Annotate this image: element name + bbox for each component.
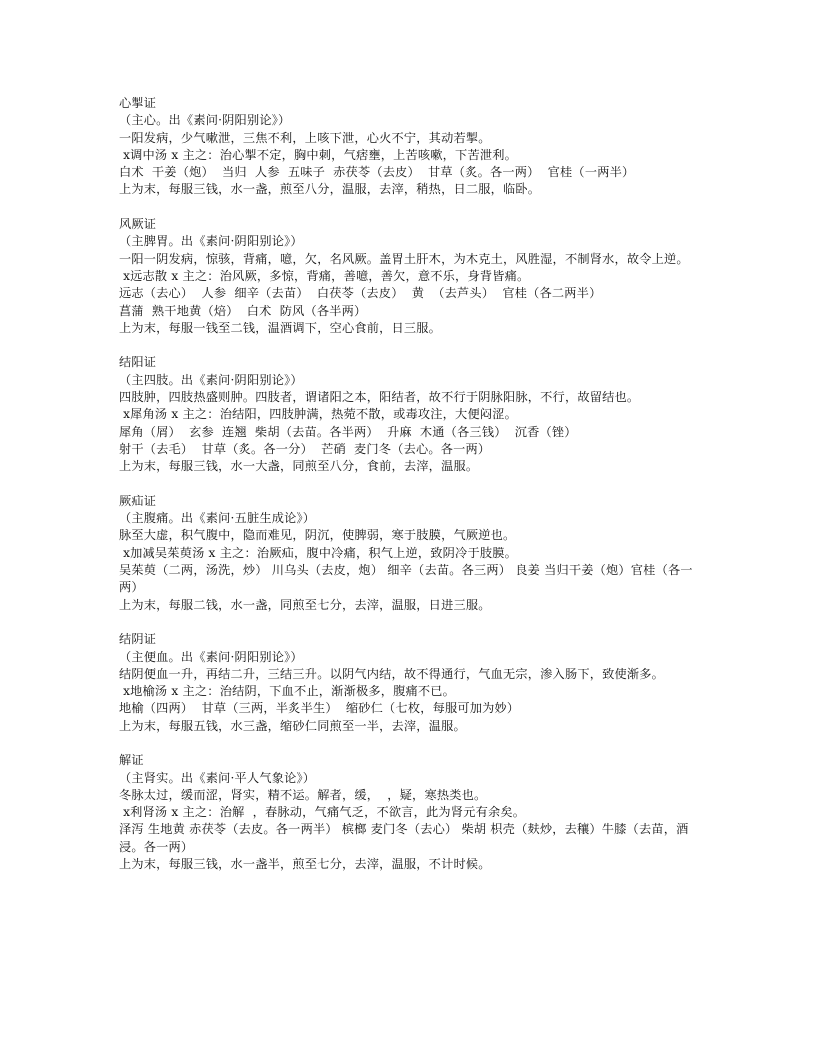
ingredient-list: 射干（去毛） 甘草（炙。各一分） 芒硝 麦门冬（去心。各一两） <box>119 441 491 456</box>
section-title: 风厥证 <box>119 217 157 232</box>
formula-indication: x犀角汤 x 主之：治结阳，四肢肿满，热菀不散，或毒攻注，大便闷涩。 <box>119 407 517 422</box>
dosage-instruction: 上为末，每服二钱，水一盏，同煎至七分，去滓，温服，日进三服。 <box>119 597 491 612</box>
ingredient-list: 泽泻 生地黄 赤茯苓（去皮。各一两半） 槟榔 麦门冬（去心） 柴胡 枳壳（麸炒，去穰）牛膝（去苗，酒浸。各一两） <box>119 822 689 854</box>
dosage-instruction: 上为末，每服三钱，水一大盏，同煎至八分，食前，去滓，温服。 <box>119 459 479 474</box>
symptom-text: 一阳一阴发病，惊骇，背痛，噫，欠，名风厥。盖胃土肝木，为木克土，风胜湿，不制肾水，故令上逆。 <box>119 251 689 266</box>
formula-indication: x加减吴茱萸汤 x 主之：治厥疝，腹中冷痛，积气上逆，致阴冷于肢膜。 <box>119 545 517 560</box>
section-title: 结阴证 <box>119 632 157 647</box>
document-body <box>119 95 709 891</box>
section-fengjue <box>119 216 709 337</box>
source-note: （主四肢。出《素问·阴阳别论》） <box>119 372 303 387</box>
ingredient-list: 犀角（屑） 玄参 连翘 柴胡（去苗。各半两） 升麻 木通（各三钱） 沉香（锉） <box>119 424 577 439</box>
ingredient-list: 吴茱萸（二两，汤洗，炒） 川乌头（去皮，炮） 细辛（去苗。各三两） 良姜 当归干姜（炮）官桂（各一两） <box>119 563 693 595</box>
section-jieyin <box>119 631 709 735</box>
ingredient-list: 白术 干姜（炮） 当归 人参 五味子 赤茯苓（去皮） 甘草（炙。各一两） 官桂（一两半） <box>119 165 635 180</box>
formula-indication: x地榆汤 x 主之：治结阴，下血不止，渐渐极多，腹痛不已。 <box>119 684 456 699</box>
symptom-text: 一阳发病，少气嗽泄，三焦不利，上咳下泄，心火不宁，其动若掣。 <box>119 130 491 145</box>
symptom-text: 脉至大虚，积气腹中，隐而难见，阴沉，使脾弱，寒于肢膜，气厥逆也。 <box>119 528 516 543</box>
ingredient-list: 地榆（四两） 甘草（三两，半炙半生） 缩砂仁（七枚，每服可加为妙） <box>119 701 520 716</box>
section-jueshan <box>119 493 709 614</box>
section-xinche <box>119 95 709 199</box>
section-title: 结阳证 <box>119 355 157 370</box>
symptom-text: 结阴便血一升，再结二升，三结三升。以阴气内结，故不得通行，气血无宗，渗入肠下，致使渐多。 <box>119 666 665 681</box>
symptom-text: 冬脉太过，缓而涩，肾实，精不运。解者，缓， ，疑，寒热类也。 <box>119 787 487 802</box>
section-title: 解证 <box>119 753 144 768</box>
symptom-text: 四肢肿，四肢热盛则肿。四肢者，谓诸阳之本，阳结者，故不行于阴脉阳脉，不行，故留结也。 <box>119 390 640 405</box>
ingredient-list: 远志（去心） 人参 细辛（去苗） 白茯苓（去皮） 黄 （去芦头） 官桂（各二两半） <box>119 286 602 301</box>
ingredient-list: 菖蒲 熟干地黄（焙） 白术 防风（各半两） <box>119 303 367 318</box>
formula-indication: x调中汤 x 主之：治心掣不定，胸中刺，气痞壅，上苦咳嗽，下苦泄利。 <box>119 147 517 162</box>
source-note: （主腹痛。出《素问·五脏生成论》） <box>119 511 316 526</box>
dosage-instruction: 上为末，每服一钱至二钱，温酒调下，空心食前，日三服。 <box>119 320 442 335</box>
dosage-instruction: 上为末，每服五钱，水三盏，缩砂仁同煎至一半，去滓，温服。 <box>119 718 466 733</box>
formula-indication: x利肾汤 x 主之：治解 ，春脉动，气痛气乏，不欲言，此为肾元有余矣。 <box>119 805 526 820</box>
dosage-instruction: 上为末，每服三钱，水一盏，煎至八分，温服，去滓，稍热，日二服，临卧。 <box>119 182 541 197</box>
section-jieyang <box>119 354 709 475</box>
dosage-instruction: 上为末，每服三钱，水一盏半，煎至七分，去滓，温服，不计时候。 <box>119 857 491 872</box>
source-note: （主脾胃。出《素问·阴阳别论》） <box>119 234 303 249</box>
source-note: （主肾实。出《素问·平人气象论》） <box>119 770 316 785</box>
source-note: （主心。出《素问·阴阳别论》） <box>119 113 291 128</box>
section-title: 厥疝证 <box>119 493 157 508</box>
formula-indication: x远志散 x 主之：治风厥，多惊，背痛，善噫，善欠，意不乐，身背皆痛。 <box>119 268 530 283</box>
section-title: 心掣证 <box>119 96 157 110</box>
section-jie <box>119 752 709 873</box>
source-note: （主便血。出《素问·阴阳别论》） <box>119 649 303 664</box>
